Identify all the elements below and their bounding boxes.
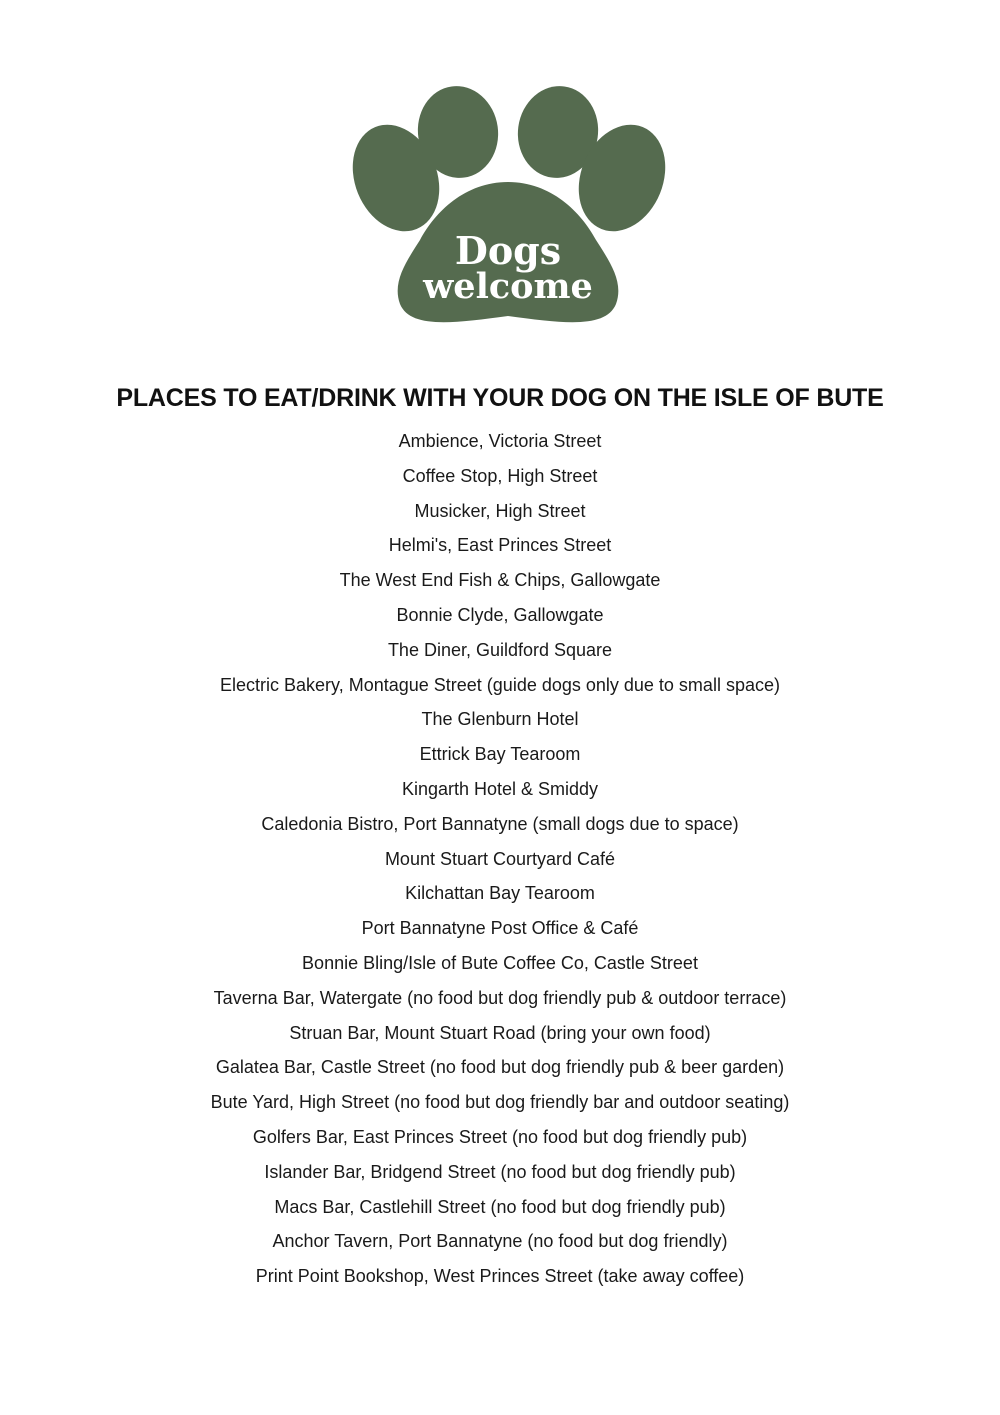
list-item: Caledonia Bistro, Port Bannatyne (small dogs due to space) <box>261 813 739 834</box>
list-item: Galatea Bar, Castle Street (no food but dog friendly pub & beer garden) <box>215 1057 785 1078</box>
page-title: PLACES TO EAT/DRINK WITH YOUR DOG ON THE ISLE OF BUTE <box>116 384 884 412</box>
list-item: Helmi's, East Princes Street <box>388 535 612 556</box>
list-item: Port Bannatyne Post Office & Café <box>361 918 639 939</box>
list-item: Golfers Bar, East Princes Street (no food but dog friendly pub) <box>252 1126 748 1147</box>
logo-text-dogs: Dogs <box>454 228 562 273</box>
list-item: Macs Bar, Castlehill Street (no food but dog friendly pub) <box>274 1196 726 1217</box>
list-item: Ambience, Victoria Street <box>398 431 602 451</box>
list-item: Islander Bar, Bridgend Street (no food but dog friendly pub) <box>264 1161 736 1182</box>
list-item: Electric Bakery, Montague Street (guide dogs only due to small space) <box>220 674 780 695</box>
list-item: Mount Stuart Courtyard Café <box>384 848 616 869</box>
list-item: Musicker, High Street <box>414 500 586 521</box>
list-item: Taverna Bar, Watergate (no food but dog friendly pub & outdoor terrace) <box>213 987 787 1008</box>
dogs-welcome-logo <box>340 82 680 332</box>
paw-print-icon <box>340 82 680 332</box>
list-item: Kilchattan Bay Tearoom <box>405 883 595 904</box>
list-item: Struan Bar, Mount Stuart Road (bring your own food) <box>289 1022 711 1043</box>
list-item: The West End Fish & Chips, Gallowgate <box>339 570 661 591</box>
list-item: Print Point Bookshop, West Princes Street (take away coffee) <box>255 1266 745 1287</box>
list-item: Bonnie Bling/Isle of Bute Coffee Co, Castle Street <box>302 952 698 973</box>
list-item: Ettrick Bay Tearoom <box>419 744 581 765</box>
list-item: Anchor Tavern, Port Bannatyne (no food but dog friendly) <box>272 1231 728 1252</box>
list-item: Coffee Stop, High Street <box>402 465 598 486</box>
list-item: The Glenburn Hotel <box>421 709 579 730</box>
list-item: Bonnie Clyde, Gallowgate <box>396 604 604 625</box>
places-list <box>0 424 1000 1294</box>
logo-text-welcome: welcome <box>423 266 593 307</box>
list-item: Bute Yard, High Street (no food but dog friendly bar and outdoor seating) <box>210 1092 790 1113</box>
list-item: Kingarth Hotel & Smiddy <box>401 778 599 799</box>
list-item: The Diner, Guildford Square <box>387 639 613 660</box>
